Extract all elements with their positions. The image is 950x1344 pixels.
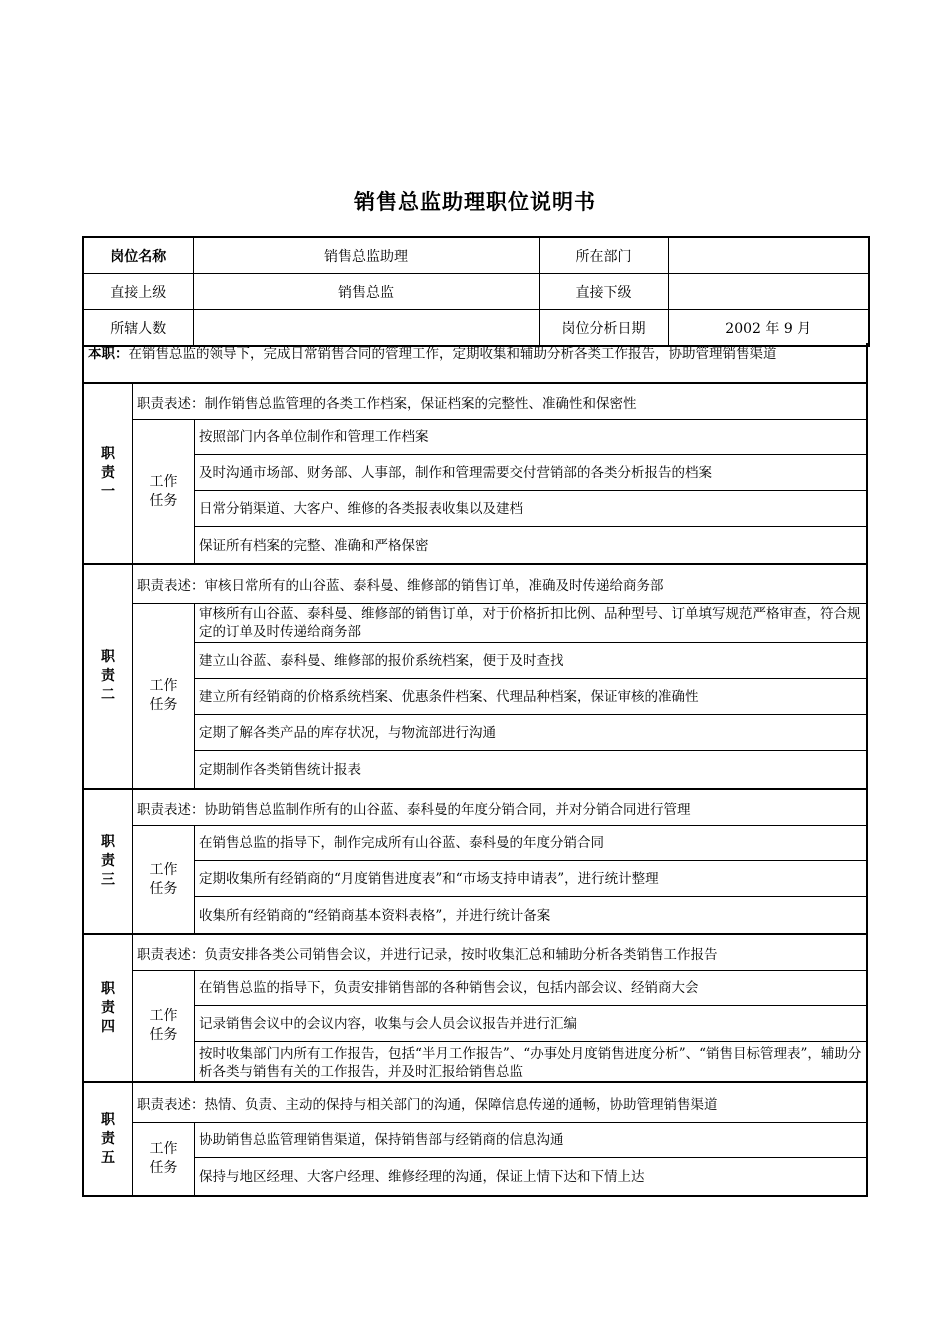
- subordinate-label: 直接下级: [539, 274, 668, 310]
- duty-label: 职责五: [84, 1083, 133, 1195]
- task-item: 协助销售总监管理销售渠道，保持销售部与经销商的信息沟通: [195, 1123, 866, 1158]
- duty-label: 职责一: [84, 384, 133, 563]
- task-item: 日常分销渠道、大客户、维修的各类报表收集以及建档: [195, 492, 866, 527]
- duty-label: 职责四: [84, 935, 133, 1081]
- subordinate-value: [668, 274, 869, 310]
- task-item: 在销售总监的指导下，制作完成所有山谷蓝、泰科曼的年度分销合同: [195, 826, 866, 861]
- job-summary: [82, 343, 868, 384]
- task-item: 建立山谷蓝、泰科曼、维修部的报价系统档案，便于及时查找: [195, 644, 866, 679]
- date-value: 2002 年 9 月: [668, 310, 869, 347]
- duty-label: 职责二: [84, 565, 133, 788]
- task-item: 审核所有山谷蓝、泰科曼、维修部的销售订单，对于价格折扣比例、品种型号、订单填写规范严格审查，符合规定的订单及时传递给商务部: [195, 604, 866, 643]
- task-item: 及时沟通市场部、财务部、人事部，制作和管理需要交付营销部的各类分析报告的档案: [195, 456, 866, 491]
- task-item: 保持与地区经理、大客户经理、维修经理的沟通，保证上情下达和下情上达: [199, 1168, 645, 1185]
- header-table: [82, 236, 870, 347]
- task-item: 保证所有档案的完整、准确和严格保密: [199, 537, 429, 554]
- staff-label: 所辖人数: [83, 310, 193, 347]
- duty-block-3: [82, 790, 868, 935]
- document-title: 销售总监助理职位说明书: [354, 190, 596, 214]
- duty-block-4: [82, 935, 868, 1083]
- task-item: 记录销售会议中的会议内容，收集与会人员会议报告并进行汇编: [195, 1007, 866, 1042]
- task-label: 工作任务: [133, 971, 195, 1081]
- duty-label: 职责三: [84, 790, 133, 933]
- task-item: 定期制作各类销售统计报表: [199, 761, 361, 778]
- task-item: 定期收集所有经销商的“月度销售进度表”和“市场支持申请表”，进行统计整理: [195, 862, 866, 897]
- summary-text: 在销售总监的领导下，完成日常销售合同的管理工作，定期收集和辅助分析各类工作报告，协助管理销售渠道: [128, 346, 777, 362]
- task-item: 收集所有经销商的“经销商基本资料表格”，并进行统计备案: [199, 907, 551, 924]
- duty-block-5: [82, 1083, 868, 1197]
- position-value: 销售总监助理: [193, 237, 539, 274]
- duty-description: 职责表述：制作销售总监管理的各类工作档案，保证档案的完整性、准确性和保密性: [133, 384, 866, 420]
- dept-label: 所在部门: [539, 237, 668, 274]
- task-label: 工作任务: [133, 604, 195, 788]
- task-item: 定期了解各类产品的库存状况，与物流部进行沟通: [195, 716, 866, 751]
- duty-description: 职责表述：审核日常所有的山谷蓝、泰科曼、维修部的销售订单，准确及时传递给商务部: [133, 565, 866, 604]
- duty-description: 职责表述：负责安排各类公司销售会议，并进行记录，按时收集汇总和辅助分析各类销售工作报告: [133, 935, 866, 971]
- task-label: 工作任务: [133, 1123, 195, 1195]
- task-item: 建立所有经销商的价格系统档案、优惠条件档案、代理品种档案，保证审核的准确性: [195, 680, 866, 715]
- task-label: 工作任务: [133, 826, 195, 933]
- task-label: 工作任务: [133, 420, 195, 563]
- date-label: 岗位分析日期: [539, 310, 668, 347]
- staff-value: [193, 310, 539, 347]
- superior-label: 直接上级: [83, 274, 193, 310]
- duty-description: 职责表述：热情、负责、主动的保持与相关部门的沟通，保障信息传递的通畅，协助管理销售渠道: [133, 1083, 866, 1123]
- task-item: 在销售总监的指导下，负责安排销售部的各种销售会议，包括内部会议、经销商大会: [195, 971, 866, 1006]
- task-item: 按照部门内各单位制作和管理工作档案: [195, 420, 866, 455]
- duty-block-1: [82, 384, 868, 565]
- dept-value: [668, 237, 869, 274]
- position-label: 岗位名称: [83, 237, 193, 274]
- duty-block-2: [82, 565, 868, 790]
- summary-label: 本职：: [88, 346, 129, 362]
- task-item: 按时收集部门内所有工作报告，包括“半月工作报告”、“办事处月度销售进度分析”、“销售目标管理表”，辅助分析各类与销售有关的工作报告，并及时汇报给销售总监: [199, 1045, 862, 1080]
- duty-description: 职责表述：协助销售总监制作所有的山谷蓝、泰科曼的年度分销合同，并对分销合同进行管理: [133, 790, 866, 826]
- superior-value: 销售总监: [193, 274, 539, 310]
